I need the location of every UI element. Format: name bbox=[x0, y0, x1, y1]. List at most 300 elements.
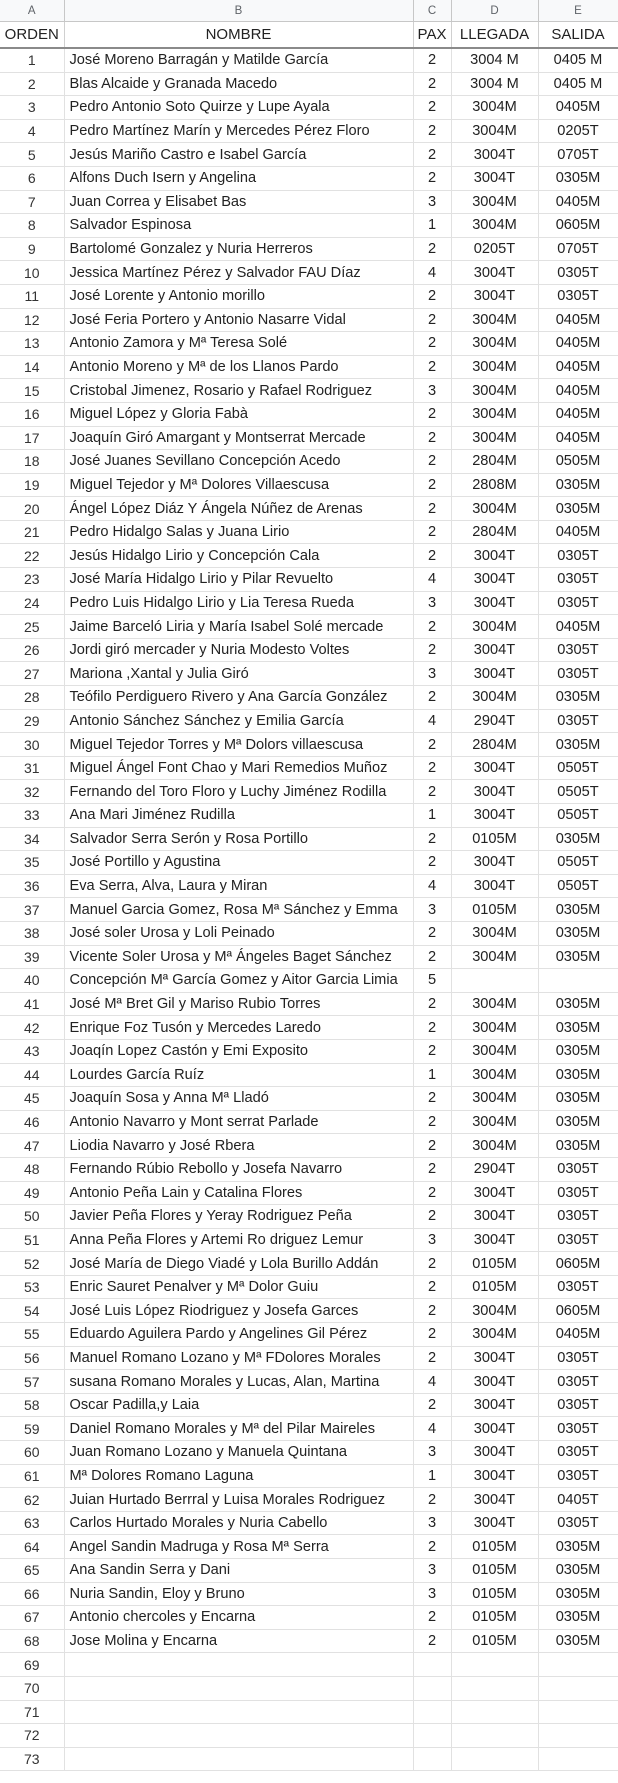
cell-salida[interactable]: 0705T bbox=[538, 143, 618, 167]
cell-salida[interactable]: 0505T bbox=[538, 780, 618, 804]
cell-salida[interactable] bbox=[538, 1700, 618, 1724]
cell-orden[interactable]: 5 bbox=[0, 143, 64, 167]
cell-pax[interactable]: 2 bbox=[413, 497, 451, 521]
cell-salida[interactable]: 0305T bbox=[538, 1181, 618, 1205]
cell-pax[interactable]: 2 bbox=[413, 756, 451, 780]
header-llegada[interactable]: LLEGADA bbox=[451, 22, 538, 49]
cell-orden[interactable]: 4 bbox=[0, 119, 64, 143]
cell-salida[interactable]: 0305T bbox=[538, 1346, 618, 1370]
cell-salida[interactable]: 0405M bbox=[538, 379, 618, 403]
cell-salida[interactable]: 0505M bbox=[538, 450, 618, 474]
cell-llegada[interactable]: 2904T bbox=[451, 709, 538, 733]
cell-pax[interactable]: 2 bbox=[413, 780, 451, 804]
cell-llegada[interactable]: 3004M bbox=[451, 921, 538, 945]
cell-nombre[interactable]: Mª Dolores Romano Laguna bbox=[64, 1464, 413, 1488]
cell-llegada[interactable] bbox=[451, 1747, 538, 1771]
cell-llegada[interactable]: 3004M bbox=[451, 426, 538, 450]
cell-llegada[interactable]: 3004T bbox=[451, 1464, 538, 1488]
cell-llegada[interactable]: 0105M bbox=[451, 1629, 538, 1653]
cell-salida[interactable]: 0305M bbox=[538, 686, 618, 710]
cell-salida[interactable]: 0305T bbox=[538, 1417, 618, 1441]
cell-llegada[interactable]: 3004T bbox=[451, 544, 538, 568]
cell-llegada[interactable]: 0105M bbox=[451, 898, 538, 922]
cell-nombre[interactable]: Jessica Martínez Pérez y Salvador FAU Díaz bbox=[64, 261, 413, 285]
cell-salida[interactable]: 0505T bbox=[538, 851, 618, 875]
cell-orden[interactable]: 68 bbox=[0, 1629, 64, 1653]
cell-pax[interactable] bbox=[413, 1747, 451, 1771]
cell-nombre[interactable]: Juan Correa y Elisabet Bas bbox=[64, 190, 413, 214]
cell-orden[interactable]: 44 bbox=[0, 1063, 64, 1087]
cell-salida[interactable]: 0305T bbox=[538, 1511, 618, 1535]
cell-llegada[interactable] bbox=[451, 1700, 538, 1724]
cell-orden[interactable]: 66 bbox=[0, 1582, 64, 1606]
cell-pax[interactable]: 2 bbox=[413, 1535, 451, 1559]
cell-salida[interactable]: 0305T bbox=[538, 261, 618, 285]
cell-salida[interactable]: 0305M bbox=[538, 1110, 618, 1134]
cell-nombre[interactable]: Ángel López Diáz Y Ángela Núñez de Arenas bbox=[64, 497, 413, 521]
cell-nombre[interactable]: José Portillo y Agustina bbox=[64, 851, 413, 875]
cell-llegada[interactable] bbox=[451, 1724, 538, 1748]
cell-llegada[interactable]: 3004M bbox=[451, 1110, 538, 1134]
cell-nombre[interactable]: Miguel Ángel Font Chao y Mari Remedios Muñoz bbox=[64, 756, 413, 780]
cell-orden[interactable]: 64 bbox=[0, 1535, 64, 1559]
cell-pax[interactable]: 2 bbox=[413, 143, 451, 167]
cell-orden[interactable]: 60 bbox=[0, 1441, 64, 1465]
cell-llegada[interactable]: 3004 M bbox=[451, 48, 538, 72]
cell-salida[interactable]: 0305M bbox=[538, 1535, 618, 1559]
column-letter-a[interactable]: A bbox=[0, 0, 64, 22]
cell-pax[interactable]: 2 bbox=[413, 1039, 451, 1063]
cell-llegada[interactable]: 2804M bbox=[451, 450, 538, 474]
cell-llegada[interactable]: 2808M bbox=[451, 473, 538, 497]
cell-salida[interactable]: 0405M bbox=[538, 402, 618, 426]
cell-nombre[interactable]: Cristobal Jimenez, Rosario y Rafael Rodriguez bbox=[64, 379, 413, 403]
cell-pax[interactable]: 3 bbox=[413, 898, 451, 922]
cell-llegada[interactable]: 3004M bbox=[451, 1039, 538, 1063]
cell-nombre[interactable]: Joaquín Giró Amargant y Montserrat Mercade bbox=[64, 426, 413, 450]
cell-nombre[interactable]: Jose Molina y Encarna bbox=[64, 1629, 413, 1653]
cell-llegada[interactable]: 3004T bbox=[451, 284, 538, 308]
cell-salida[interactable]: 0305M bbox=[538, 827, 618, 851]
cell-orden[interactable]: 73 bbox=[0, 1747, 64, 1771]
cell-nombre[interactable]: Bartolomé Gonzalez y Nuria Herreros bbox=[64, 237, 413, 261]
cell-pax[interactable]: 2 bbox=[413, 1205, 451, 1229]
cell-salida[interactable]: 0305T bbox=[538, 1228, 618, 1252]
cell-salida[interactable] bbox=[538, 1676, 618, 1700]
cell-salida[interactable]: 0305M bbox=[538, 1016, 618, 1040]
column-letter-b[interactable]: B bbox=[64, 0, 413, 22]
cell-nombre[interactable]: Eva Serra, Alva, Laura y Miran bbox=[64, 874, 413, 898]
cell-llegada[interactable]: 3004T bbox=[451, 261, 538, 285]
cell-pax[interactable]: 2 bbox=[413, 1157, 451, 1181]
cell-salida[interactable]: 0305M bbox=[538, 473, 618, 497]
cell-llegada[interactable] bbox=[451, 969, 538, 993]
cell-nombre[interactable]: Enric Sauret Penalver y Mª Dolor Guiu bbox=[64, 1275, 413, 1299]
cell-nombre[interactable]: Nuria Sandin, Eloy y Bruno bbox=[64, 1582, 413, 1606]
cell-llegada[interactable]: 3004 M bbox=[451, 72, 538, 96]
cell-orden[interactable]: 55 bbox=[0, 1323, 64, 1347]
cell-pax[interactable]: 3 bbox=[413, 662, 451, 686]
cell-orden[interactable]: 58 bbox=[0, 1393, 64, 1417]
cell-salida[interactable]: 0305M bbox=[538, 733, 618, 757]
cell-orden[interactable]: 22 bbox=[0, 544, 64, 568]
cell-orden[interactable]: 3 bbox=[0, 96, 64, 120]
cell-orden[interactable]: 35 bbox=[0, 851, 64, 875]
cell-salida[interactable]: 0305M bbox=[538, 945, 618, 969]
cell-salida[interactable]: 0305T bbox=[538, 544, 618, 568]
cell-nombre[interactable]: Manuel Romano Lozano y Mª FDolores Morales bbox=[64, 1346, 413, 1370]
cell-pax[interactable]: 3 bbox=[413, 1582, 451, 1606]
cell-orden[interactable]: 40 bbox=[0, 969, 64, 993]
cell-salida[interactable]: 0305M bbox=[538, 898, 618, 922]
cell-orden[interactable]: 59 bbox=[0, 1417, 64, 1441]
cell-salida[interactable]: 0405M bbox=[538, 520, 618, 544]
cell-llegada[interactable]: 3004T bbox=[451, 143, 538, 167]
cell-pax[interactable]: 4 bbox=[413, 709, 451, 733]
cell-llegada[interactable]: 3004M bbox=[451, 945, 538, 969]
cell-orden[interactable]: 38 bbox=[0, 921, 64, 945]
cell-nombre[interactable]: José Moreno Barragán y Matilde García bbox=[64, 48, 413, 72]
cell-nombre[interactable]: Miguel López y Gloria Fabà bbox=[64, 402, 413, 426]
cell-llegada[interactable]: 3004M bbox=[451, 96, 538, 120]
cell-nombre[interactable]: Fernando del Toro Floro y Luchy Jiménez Rodilla bbox=[64, 780, 413, 804]
cell-orden[interactable]: 34 bbox=[0, 827, 64, 851]
cell-salida[interactable]: 0405M bbox=[538, 190, 618, 214]
cell-llegada[interactable]: 3004M bbox=[451, 379, 538, 403]
cell-salida[interactable]: 0505T bbox=[538, 874, 618, 898]
cell-orden[interactable]: 17 bbox=[0, 426, 64, 450]
cell-orden[interactable]: 25 bbox=[0, 615, 64, 639]
cell-llegada[interactable]: 3004M bbox=[451, 1063, 538, 1087]
cell-pax[interactable] bbox=[413, 1676, 451, 1700]
cell-orden[interactable]: 11 bbox=[0, 284, 64, 308]
cell-nombre[interactable]: susana Romano Morales y Lucas, Alan, Martina bbox=[64, 1370, 413, 1394]
cell-salida[interactable] bbox=[538, 1724, 618, 1748]
cell-nombre[interactable]: Fernando Rúbio Rebollo y Josefa Navarro bbox=[64, 1157, 413, 1181]
cell-salida[interactable]: 0305T bbox=[538, 1205, 618, 1229]
cell-pax[interactable]: 4 bbox=[413, 568, 451, 592]
cell-llegada[interactable]: 2804M bbox=[451, 733, 538, 757]
cell-orden[interactable]: 27 bbox=[0, 662, 64, 686]
cell-pax[interactable]: 2 bbox=[413, 1393, 451, 1417]
cell-pax[interactable]: 2 bbox=[413, 1252, 451, 1276]
cell-pax[interactable]: 2 bbox=[413, 450, 451, 474]
cell-llegada[interactable]: 0105M bbox=[451, 827, 538, 851]
cell-orden[interactable]: 7 bbox=[0, 190, 64, 214]
cell-nombre[interactable]: Ana Sandin Serra y Dani bbox=[64, 1559, 413, 1583]
cell-orden[interactable]: 36 bbox=[0, 874, 64, 898]
cell-pax[interactable]: 2 bbox=[413, 615, 451, 639]
cell-salida[interactable]: 0305M bbox=[538, 497, 618, 521]
cell-pax[interactable]: 2 bbox=[413, 544, 451, 568]
cell-llegada[interactable]: 0105M bbox=[451, 1559, 538, 1583]
cell-orden[interactable]: 42 bbox=[0, 1016, 64, 1040]
cell-nombre[interactable]: Antonio Zamora y Mª Teresa Solé bbox=[64, 332, 413, 356]
cell-salida[interactable]: 0405M bbox=[538, 308, 618, 332]
cell-orden[interactable]: 69 bbox=[0, 1653, 64, 1677]
cell-pax[interactable]: 4 bbox=[413, 1370, 451, 1394]
cell-orden[interactable]: 56 bbox=[0, 1346, 64, 1370]
cell-pax[interactable]: 1 bbox=[413, 804, 451, 828]
cell-nombre[interactable]: José María de Diego Viadé y Lola Burillo Addán bbox=[64, 1252, 413, 1276]
cell-salida[interactable]: 0405T bbox=[538, 1488, 618, 1512]
cell-pax[interactable]: 2 bbox=[413, 237, 451, 261]
header-pax[interactable]: PAX bbox=[413, 22, 451, 49]
cell-salida[interactable]: 0305M bbox=[538, 1063, 618, 1087]
cell-llegada[interactable]: 3004T bbox=[451, 874, 538, 898]
cell-nombre[interactable] bbox=[64, 1747, 413, 1771]
column-letter-e[interactable]: E bbox=[538, 0, 618, 22]
cell-llegada[interactable]: 3004M bbox=[451, 992, 538, 1016]
cell-salida[interactable]: 0305M bbox=[538, 166, 618, 190]
cell-llegada[interactable]: 3004T bbox=[451, 1488, 538, 1512]
cell-pax[interactable]: 2 bbox=[413, 638, 451, 662]
cell-pax[interactable] bbox=[413, 1700, 451, 1724]
cell-pax[interactable]: 3 bbox=[413, 1511, 451, 1535]
cell-pax[interactable]: 2 bbox=[413, 426, 451, 450]
cell-nombre[interactable]: José María Hidalgo Lirio y Pilar Revuelto bbox=[64, 568, 413, 592]
cell-llegada[interactable]: 3004T bbox=[451, 568, 538, 592]
cell-nombre[interactable]: Javier Peña Flores y Yeray Rodriguez Peña bbox=[64, 1205, 413, 1229]
cell-nombre[interactable]: Antonio Peña Lain y Catalina Flores bbox=[64, 1181, 413, 1205]
cell-nombre[interactable]: Pedro Luis Hidalgo Lirio y Lia Teresa Rueda bbox=[64, 591, 413, 615]
cell-pax[interactable]: 2 bbox=[413, 1134, 451, 1158]
header-orden[interactable]: ORDEN bbox=[0, 22, 64, 49]
cell-nombre[interactable]: Joaqín Lopez Castón y Emi Exposito bbox=[64, 1039, 413, 1063]
cell-orden[interactable]: 39 bbox=[0, 945, 64, 969]
cell-nombre[interactable]: Enrique Foz Tusón y Mercedes Laredo bbox=[64, 1016, 413, 1040]
cell-nombre[interactable] bbox=[64, 1724, 413, 1748]
cell-pax[interactable]: 2 bbox=[413, 733, 451, 757]
cell-nombre[interactable]: Jaime Barceló Liria y María Isabel Solé mercade bbox=[64, 615, 413, 639]
cell-nombre[interactable]: Pedro Hidalgo Salas y Juana Lirio bbox=[64, 520, 413, 544]
cell-pax[interactable]: 3 bbox=[413, 591, 451, 615]
cell-orden[interactable]: 32 bbox=[0, 780, 64, 804]
cell-llegada[interactable]: 3004M bbox=[451, 190, 538, 214]
cell-llegada[interactable]: 3004M bbox=[451, 308, 538, 332]
cell-llegada[interactable]: 3004T bbox=[451, 756, 538, 780]
cell-nombre[interactable]: Antonio Sánchez Sánchez y Emilia García bbox=[64, 709, 413, 733]
cell-llegada[interactable]: 3004T bbox=[451, 1181, 538, 1205]
cell-pax[interactable]: 3 bbox=[413, 1441, 451, 1465]
cell-salida[interactable]: 0605M bbox=[538, 1299, 618, 1323]
cell-llegada[interactable]: 3004M bbox=[451, 686, 538, 710]
column-letter-c[interactable]: C bbox=[413, 0, 451, 22]
cell-llegada[interactable]: 3004T bbox=[451, 1393, 538, 1417]
cell-pax[interactable]: 2 bbox=[413, 1323, 451, 1347]
cell-pax[interactable]: 2 bbox=[413, 1016, 451, 1040]
cell-pax[interactable]: 2 bbox=[413, 1087, 451, 1111]
cell-pax[interactable]: 2 bbox=[413, 308, 451, 332]
cell-salida[interactable]: 0305T bbox=[538, 1275, 618, 1299]
cell-pax[interactable]: 4 bbox=[413, 874, 451, 898]
cell-pax[interactable]: 2 bbox=[413, 402, 451, 426]
cell-orden[interactable]: 12 bbox=[0, 308, 64, 332]
cell-orden[interactable]: 6 bbox=[0, 166, 64, 190]
cell-orden[interactable]: 57 bbox=[0, 1370, 64, 1394]
cell-pax[interactable]: 2 bbox=[413, 355, 451, 379]
cell-nombre[interactable]: Joaquín Sosa y Anna Mª Lladó bbox=[64, 1087, 413, 1111]
cell-salida[interactable]: 0405M bbox=[538, 96, 618, 120]
cell-nombre[interactable]: Jordi giró mercader y Nuria Modesto Voltes bbox=[64, 638, 413, 662]
cell-llegada[interactable]: 3004T bbox=[451, 851, 538, 875]
cell-nombre[interactable]: Angel Sandin Madruga y Rosa Mª Serra bbox=[64, 1535, 413, 1559]
cell-pax[interactable]: 4 bbox=[413, 1417, 451, 1441]
cell-salida[interactable]: 0405M bbox=[538, 615, 618, 639]
cell-orden[interactable]: 47 bbox=[0, 1134, 64, 1158]
cell-pax[interactable]: 2 bbox=[413, 921, 451, 945]
cell-orden[interactable]: 21 bbox=[0, 520, 64, 544]
cell-nombre[interactable]: Blas Alcaide y Granada Macedo bbox=[64, 72, 413, 96]
cell-orden[interactable]: 8 bbox=[0, 214, 64, 238]
cell-salida[interactable]: 0305T bbox=[538, 284, 618, 308]
cell-orden[interactable]: 65 bbox=[0, 1559, 64, 1583]
cell-nombre[interactable]: Antonio chercoles y Encarna bbox=[64, 1606, 413, 1630]
cell-llegada[interactable]: 0105M bbox=[451, 1606, 538, 1630]
cell-llegada[interactable]: 3004M bbox=[451, 1016, 538, 1040]
cell-pax[interactable]: 2 bbox=[413, 1181, 451, 1205]
cell-salida[interactable]: 0305T bbox=[538, 1393, 618, 1417]
cell-llegada[interactable]: 0105M bbox=[451, 1252, 538, 1276]
cell-orden[interactable]: 26 bbox=[0, 638, 64, 662]
cell-orden[interactable]: 24 bbox=[0, 591, 64, 615]
cell-salida[interactable]: 0305M bbox=[538, 1087, 618, 1111]
cell-nombre[interactable]: Antonio Moreno y Mª de los Llanos Pardo bbox=[64, 355, 413, 379]
cell-pax[interactable]: 2 bbox=[413, 686, 451, 710]
cell-pax[interactable]: 3 bbox=[413, 190, 451, 214]
header-salida[interactable]: SALIDA bbox=[538, 22, 618, 49]
cell-salida[interactable]: 0305T bbox=[538, 1441, 618, 1465]
cell-orden[interactable]: 48 bbox=[0, 1157, 64, 1181]
cell-pax[interactable]: 2 bbox=[413, 284, 451, 308]
cell-orden[interactable]: 14 bbox=[0, 355, 64, 379]
cell-salida[interactable]: 0205T bbox=[538, 119, 618, 143]
cell-nombre[interactable]: Salvador Serra Serón y Rosa Portillo bbox=[64, 827, 413, 851]
cell-pax[interactable]: 1 bbox=[413, 1063, 451, 1087]
cell-llegada[interactable]: 2804M bbox=[451, 520, 538, 544]
cell-salida[interactable]: 0605M bbox=[538, 214, 618, 238]
cell-nombre[interactable]: Pedro Martínez Marín y Mercedes Pérez Floro bbox=[64, 119, 413, 143]
cell-nombre[interactable]: Vicente Soler Urosa y Mª Ángeles Baget Sánchez bbox=[64, 945, 413, 969]
cell-nombre[interactable]: Antonio Navarro y Mont serrat Parlade bbox=[64, 1110, 413, 1134]
cell-nombre[interactable]: José Juanes Sevillano Concepción Acedo bbox=[64, 450, 413, 474]
cell-llegada[interactable]: 3004M bbox=[451, 355, 538, 379]
cell-nombre[interactable]: Jesús Mariño Castro e Isabel García bbox=[64, 143, 413, 167]
cell-llegada[interactable]: 3004M bbox=[451, 1087, 538, 1111]
cell-salida[interactable]: 0305T bbox=[538, 1464, 618, 1488]
cell-orden[interactable]: 61 bbox=[0, 1464, 64, 1488]
cell-llegada[interactable]: 3004M bbox=[451, 1323, 538, 1347]
cell-orden[interactable]: 2 bbox=[0, 72, 64, 96]
cell-salida[interactable]: 0305M bbox=[538, 992, 618, 1016]
cell-pax[interactable]: 2 bbox=[413, 520, 451, 544]
cell-llegada[interactable]: 3004M bbox=[451, 214, 538, 238]
cell-orden[interactable]: 9 bbox=[0, 237, 64, 261]
cell-pax[interactable]: 2 bbox=[413, 72, 451, 96]
cell-nombre[interactable]: Teófilo Perdiguero Rivero y Ana García González bbox=[64, 686, 413, 710]
cell-pax[interactable]: 2 bbox=[413, 851, 451, 875]
cell-nombre[interactable]: Pedro Antonio Soto Quirze y Lupe Ayala bbox=[64, 96, 413, 120]
cell-orden[interactable]: 53 bbox=[0, 1275, 64, 1299]
cell-llegada[interactable]: 3004T bbox=[451, 1511, 538, 1535]
cell-orden[interactable]: 51 bbox=[0, 1228, 64, 1252]
cell-orden[interactable]: 41 bbox=[0, 992, 64, 1016]
cell-llegada[interactable]: 3004M bbox=[451, 1134, 538, 1158]
cell-llegada[interactable]: 0105M bbox=[451, 1582, 538, 1606]
cell-pax[interactable]: 2 bbox=[413, 96, 451, 120]
cell-salida[interactable]: 0305M bbox=[538, 1559, 618, 1583]
cell-pax[interactable]: 2 bbox=[413, 1346, 451, 1370]
cell-nombre[interactable]: Daniel Romano Morales y Mª del Pilar Maireles bbox=[64, 1417, 413, 1441]
cell-nombre[interactable]: Liodia Navarro y José Rbera bbox=[64, 1134, 413, 1158]
cell-llegada[interactable]: 3004T bbox=[451, 166, 538, 190]
cell-nombre[interactable]: Juan Romano Lozano y Manuela Quintana bbox=[64, 1441, 413, 1465]
cell-orden[interactable]: 18 bbox=[0, 450, 64, 474]
cell-orden[interactable]: 15 bbox=[0, 379, 64, 403]
cell-orden[interactable]: 23 bbox=[0, 568, 64, 592]
cell-salida[interactable]: 0305T bbox=[538, 1370, 618, 1394]
cell-orden[interactable]: 33 bbox=[0, 804, 64, 828]
cell-llegada[interactable]: 3004T bbox=[451, 591, 538, 615]
cell-llegada[interactable]: 3004T bbox=[451, 1205, 538, 1229]
cell-salida[interactable]: 0405 M bbox=[538, 72, 618, 96]
cell-salida[interactable]: 0305M bbox=[538, 1606, 618, 1630]
cell-salida[interactable] bbox=[538, 969, 618, 993]
cell-salida[interactable]: 0405 M bbox=[538, 48, 618, 72]
cell-salida[interactable]: 0305T bbox=[538, 591, 618, 615]
cell-nombre[interactable]: Ana Mari Jiménez Rudilla bbox=[64, 804, 413, 828]
cell-salida[interactable]: 0405M bbox=[538, 1323, 618, 1347]
cell-salida[interactable]: 0305M bbox=[538, 1134, 618, 1158]
cell-orden[interactable]: 67 bbox=[0, 1606, 64, 1630]
cell-orden[interactable]: 62 bbox=[0, 1488, 64, 1512]
cell-llegada[interactable] bbox=[451, 1653, 538, 1677]
cell-pax[interactable]: 2 bbox=[413, 992, 451, 1016]
cell-orden[interactable]: 30 bbox=[0, 733, 64, 757]
cell-nombre[interactable]: José soler Urosa y Loli Peinado bbox=[64, 921, 413, 945]
cell-salida[interactable]: 0305M bbox=[538, 1629, 618, 1653]
cell-pax[interactable]: 2 bbox=[413, 1110, 451, 1134]
cell-nombre[interactable]: Miguel Tejedor Torres y Mª Dolors villaescusa bbox=[64, 733, 413, 757]
cell-llegada[interactable]: 2904T bbox=[451, 1157, 538, 1181]
cell-nombre[interactable]: Salvador Espinosa bbox=[64, 214, 413, 238]
cell-salida[interactable]: 0505T bbox=[538, 804, 618, 828]
cell-llegada[interactable]: 3004M bbox=[451, 119, 538, 143]
cell-nombre[interactable]: Lourdes García Ruíz bbox=[64, 1063, 413, 1087]
cell-orden[interactable]: 72 bbox=[0, 1724, 64, 1748]
cell-llegada[interactable]: 3004T bbox=[451, 662, 538, 686]
cell-pax[interactable]: 2 bbox=[413, 332, 451, 356]
cell-orden[interactable]: 70 bbox=[0, 1676, 64, 1700]
cell-nombre[interactable]: Jesús Hidalgo Lirio y Concepción Cala bbox=[64, 544, 413, 568]
cell-pax[interactable]: 2 bbox=[413, 119, 451, 143]
cell-pax[interactable]: 2 bbox=[413, 166, 451, 190]
cell-nombre[interactable]: José Feria Portero y Antonio Nasarre Vidal bbox=[64, 308, 413, 332]
cell-nombre[interactable]: José Lorente y Antonio morillo bbox=[64, 284, 413, 308]
cell-salida[interactable]: 0305T bbox=[538, 638, 618, 662]
cell-salida[interactable]: 0305M bbox=[538, 921, 618, 945]
cell-pax[interactable]: 2 bbox=[413, 1488, 451, 1512]
cell-llegada[interactable]: 3004T bbox=[451, 1370, 538, 1394]
cell-nombre[interactable] bbox=[64, 1653, 413, 1677]
cell-salida[interactable]: 0705T bbox=[538, 237, 618, 261]
cell-llegada[interactable]: 0105M bbox=[451, 1535, 538, 1559]
cell-llegada[interactable]: 3004M bbox=[451, 497, 538, 521]
cell-nombre[interactable]: Alfons Duch Isern y Angelina bbox=[64, 166, 413, 190]
cell-pax[interactable]: 2 bbox=[413, 473, 451, 497]
cell-orden[interactable]: 46 bbox=[0, 1110, 64, 1134]
cell-orden[interactable]: 29 bbox=[0, 709, 64, 733]
